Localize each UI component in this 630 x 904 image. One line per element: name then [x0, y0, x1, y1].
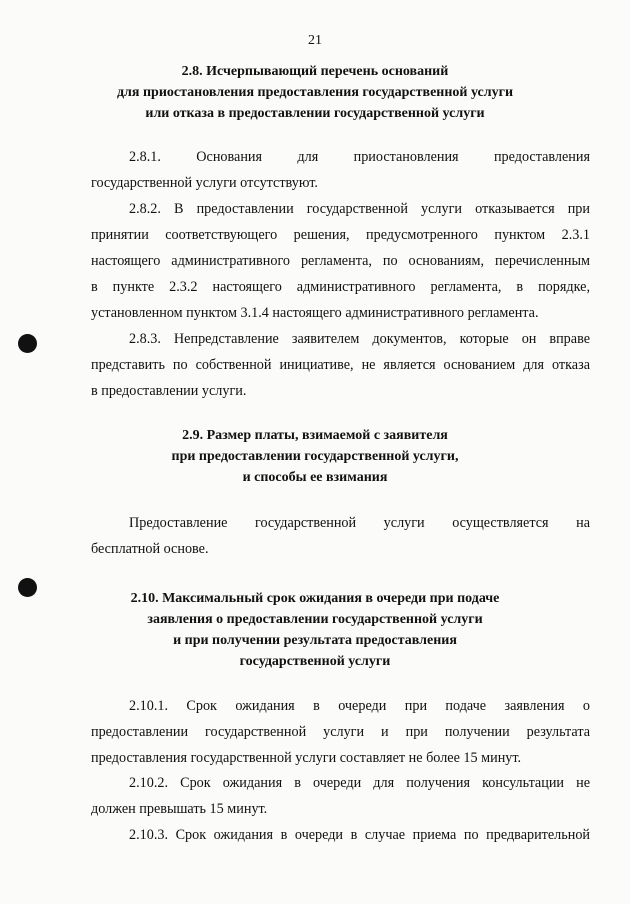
heading-line: заявления о предоставлении государственной услуги: [147, 612, 483, 627]
text-line: 2.10.1. Срок ожидания в очереди при подаче заявления о: [129, 698, 590, 714]
text-line: представить по собственной инициативе, не является основанием для отказа: [91, 357, 590, 373]
section-heading: [0, 61, 630, 124]
heading-line: или отказа в предоставлении государственной услуги: [145, 106, 485, 121]
text-line: предоставления государственной услуги составляет не более 15 минут.: [91, 750, 522, 766]
paragraph: [91, 770, 590, 822]
paragraph: [91, 326, 590, 404]
text-line: государственной услуги отсутствуют.: [91, 175, 318, 191]
text-line: в пункте 2.3.2 настоящего административного регламента, в порядке,: [91, 279, 590, 295]
paragraph: [91, 144, 590, 196]
heading-line: для приостановления предоставления государственной услуги: [116, 85, 514, 100]
heading-line: 2.9. Размер платы, взимаемой с заявителя: [182, 428, 448, 443]
section-heading: [0, 588, 630, 672]
text-line: установленном пунктом 3.1.4 настоящего административного регламента.: [91, 305, 539, 321]
text-line: принятии соответствующего решения, предусмотренного пунктом 2.3.1: [91, 227, 590, 243]
text-line: предоставлении государственной услуги и при получении результата: [91, 724, 590, 740]
paragraph: [91, 510, 590, 562]
paragraph: [91, 693, 590, 771]
heading-line: 2.10. Максимальный срок ожидания в очереди при подаче: [130, 591, 500, 606]
section-heading: [0, 425, 630, 488]
text-line: в предоставлении услуги.: [91, 383, 247, 399]
heading-line: государственной услуги: [239, 654, 391, 669]
paragraph: [91, 822, 590, 848]
heading-line: и способы ее взимания: [242, 470, 388, 485]
text-line: 2.10.2. Срок ожидания в очереди для получения консультации не: [129, 775, 590, 791]
text-line: 2.8.3. Непредставление заявителем документов, которые он вправе: [129, 331, 590, 347]
paragraph: [91, 196, 590, 326]
text-line: Предоставление государственной услуги осуществляется на: [129, 515, 590, 531]
text-line: настоящего административного регламента, по основаниям, перечисленным: [91, 253, 590, 269]
heading-line: 2.8. Исчерпывающий перечень оснований: [181, 64, 449, 79]
punch-hole-mark: [18, 334, 37, 353]
page-number: 21: [308, 33, 322, 48]
text-line: 2.10.3. Срок ожидания в очереди в случае приема по предварительной: [129, 827, 590, 843]
heading-line: и при получении результата предоставления: [173, 633, 457, 648]
text-line: должен превышать 15 минут.: [91, 801, 268, 817]
text-line: 2.8.2. В предоставлении государственной услуги отказывается при: [129, 201, 590, 217]
heading-line: при предоставлении государственной услуги,: [171, 449, 459, 464]
text-line: 2.8.1. Основания для приостановления предоставления: [129, 149, 590, 165]
text-line: бесплатной основе.: [91, 541, 209, 557]
